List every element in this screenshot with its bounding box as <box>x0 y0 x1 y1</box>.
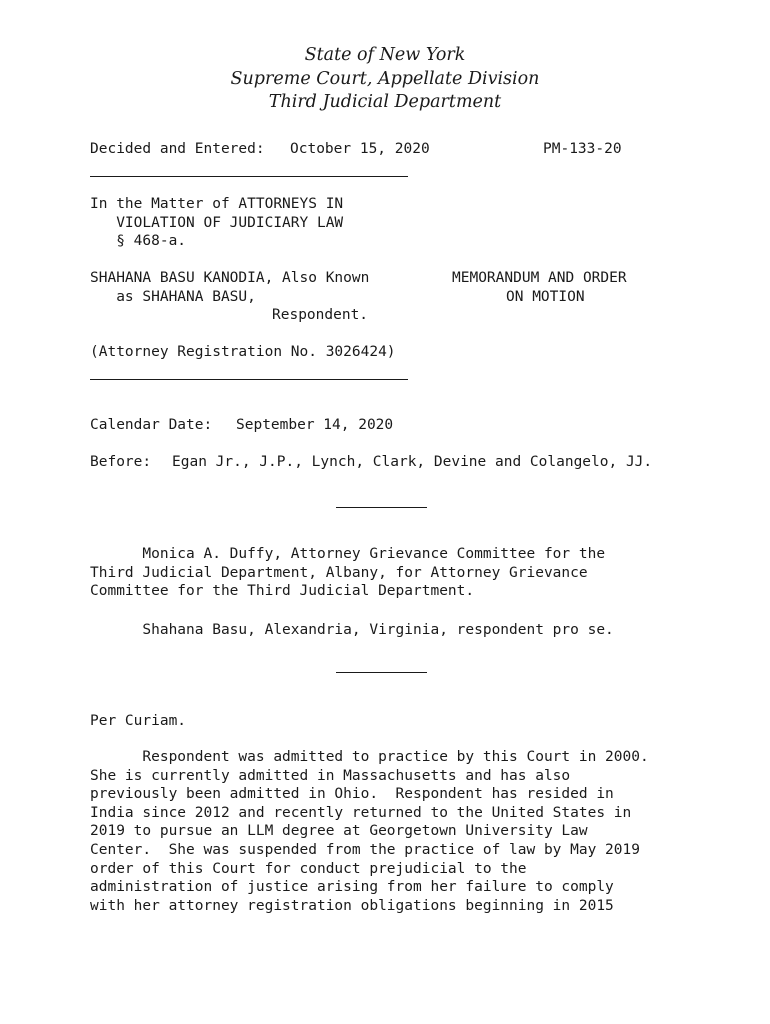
counsel-committee <box>90 545 690 601</box>
before-label: Before: <box>90 454 152 470</box>
counsel-line-2: Third Judicial Department, Albany, for Attorney Grievance <box>90 564 588 581</box>
section-divider-2 <box>336 672 427 673</box>
section-divider-1 <box>336 507 427 508</box>
court-header <box>0 44 770 115</box>
counsel-respondent: Shahana Basu, Alexandria, Virginia, respondent pro se. <box>90 622 614 638</box>
opinion-paragraph <box>90 748 690 915</box>
opinion-line: Center. She was suspended from the practice of law by May 2019 <box>90 841 640 858</box>
counsel-line-3: Committee for the Third Judicial Department. <box>90 583 475 600</box>
matter-line-2: VIOLATION OF JUDICIARY LAW <box>90 214 344 231</box>
calendar-label: Calendar Date: <box>90 417 213 433</box>
opinion-line: Respondent was admitted to practice by this Court in 2000. <box>90 749 649 765</box>
respondent-line-1: SHAHANA BASU KANODIA, Also Known <box>90 270 370 286</box>
per-curiam: Per Curiam. <box>90 713 187 729</box>
respondent-label: Respondent. <box>272 307 369 323</box>
opinion-line: with her attorney registration obligations beginning in 2015 <box>90 897 614 914</box>
before-judges: Egan Jr., J.P., Lynch, Clark, Devine and Colangelo, JJ. <box>172 454 653 470</box>
header-state: State of New York <box>304 45 466 65</box>
opinion-line: 2019 to pursue an LLM degree at Georgetown University Law <box>90 823 588 840</box>
docket-number: PM-133-20 <box>543 141 622 157</box>
respondent-line-2: as SHAHANA BASU, <box>90 288 256 305</box>
matter-line-1: In the Matter of ATTORNEYS IN <box>90 196 344 212</box>
memo-title-line-2: ON MOTION <box>506 288 585 305</box>
decided-date: October 15, 2020 <box>290 141 430 157</box>
header-department: Third Judicial Department <box>268 92 502 112</box>
caption-top-rule <box>90 176 408 177</box>
caption-bottom-rule <box>90 379 408 380</box>
memo-title-line-1: MEMORANDUM AND ORDER <box>452 270 627 286</box>
opinion-line: order of this Court for conduct prejudicial to the <box>90 860 527 877</box>
matter-line-3: § 468-a. <box>90 233 187 249</box>
opinion-line: She is currently admitted in Massachusetts and has also <box>90 767 571 784</box>
opinion-line: previously been admitted in Ohio. Respondent has resided in <box>90 786 614 803</box>
header-court: Supreme Court, Appellate Division <box>230 68 540 89</box>
opinion-line: India since 2012 and recently returned to the United States in <box>90 804 632 821</box>
opinion-line: administration of justice arising from her failure to comply <box>90 879 614 896</box>
calendar-date: September 14, 2020 <box>236 417 394 433</box>
decided-label: Decided and Entered: <box>90 141 265 157</box>
attorney-registration: (Attorney Registration No. 3026424) <box>90 344 396 360</box>
counsel-line-1: Monica A. Duffy, Attorney Grievance Committee for the <box>90 546 606 562</box>
